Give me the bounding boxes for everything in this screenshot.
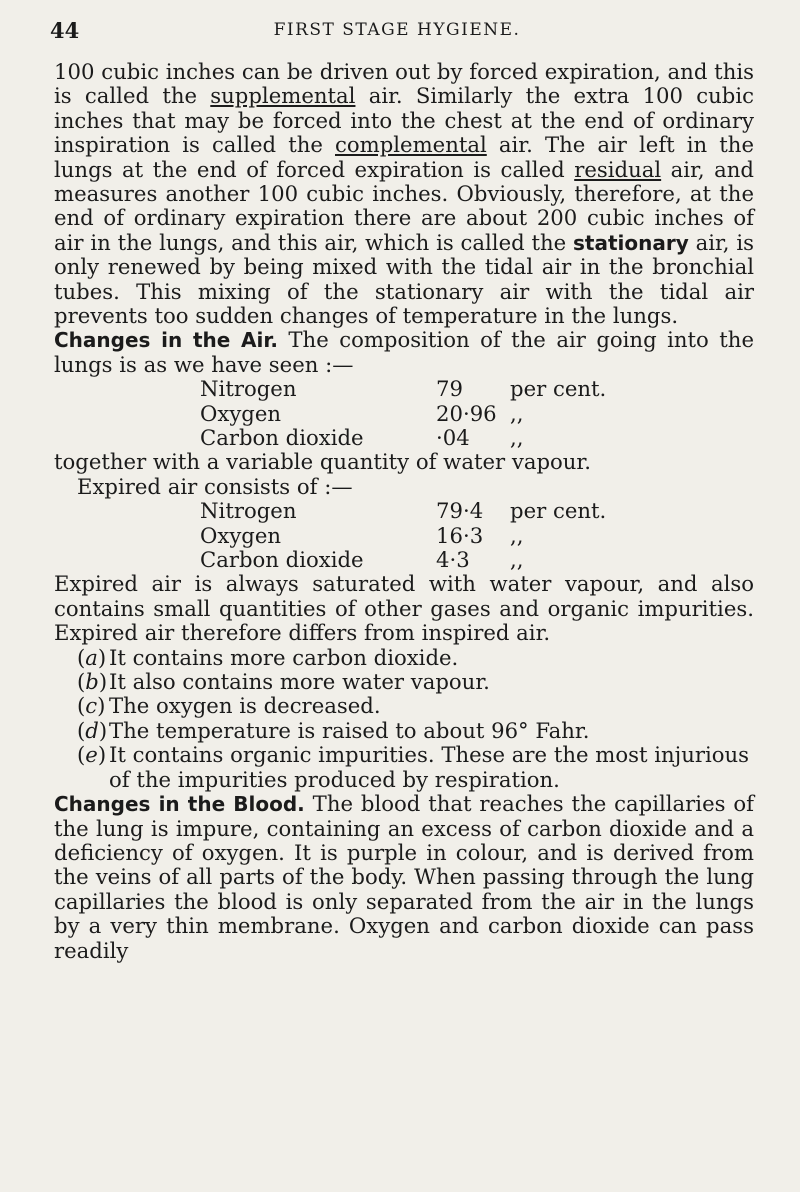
list-marker: (c): [77, 693, 106, 719]
paragraph-changes-in-blood: [54, 792, 754, 963]
gas-value: 16·3: [436, 522, 484, 548]
table-row: [200, 426, 754, 450]
list-item: [54, 694, 754, 718]
paragraph-changes-in-air: [54, 328, 754, 377]
gas-name: Nitrogen: [200, 498, 297, 524]
gas-name: Carbon dioxide: [200, 547, 364, 573]
gas-value: 4·3: [436, 547, 470, 573]
list-item-text: The temperature is raised to about 96° Fahr.: [109, 717, 590, 743]
expired-intro: Expired air consists of :—: [77, 473, 353, 499]
text-span: The blood that reaches the capillaries of the lung is impure, containing an excess of carbon dioxide and a deficiency of oxygen. It is purple in colour, and is derived from the veins of all parts of the body. When passing through the lung capillaries the blood is only separated from the air in the lungs by a very thin membrane. Oxygen and carbon dioxide can pass readily: [54, 791, 754, 963]
table-row: [200, 499, 754, 523]
text-span: air. The air left in the lungs at the end of forced expiration is called: [54, 132, 754, 182]
gas-value: ·04: [436, 425, 470, 451]
text-span: The composition of the air going into the lungs is as we have seen :—: [54, 327, 754, 377]
gas-unit: ,,: [510, 425, 524, 451]
gas-unit: per cent.: [510, 376, 607, 402]
table-row: [200, 524, 754, 548]
list-marker: (d): [77, 717, 108, 743]
water-vapour-line: together with a variable quantity of water vapour.: [54, 449, 591, 475]
list-marker: (b): [77, 669, 108, 695]
page-number: 44: [50, 18, 80, 43]
gas-unit: ,,: [510, 547, 524, 573]
section-heading-air: Changes in the Air.: [54, 328, 278, 353]
list-marker: (a): [77, 644, 107, 670]
running-head: [50, 18, 744, 52]
gas-name: Nitrogen: [200, 376, 297, 402]
header-title: FIRST STAGE HYGIENE.: [273, 20, 521, 40]
list-item: [54, 719, 754, 743]
expired-air-table: [200, 499, 754, 572]
paragraph-residual-air: [54, 60, 754, 328]
list-marker: (e): [77, 742, 107, 768]
table-row: [200, 377, 754, 401]
saturation-paragraph: Expired air is always saturated with water vapour, and also contains small quantities of other gases and organic impurities. Expired air therefore differs from inspired air.: [54, 571, 754, 646]
list-item: [54, 670, 754, 694]
gas-name: Carbon dioxide: [200, 425, 364, 451]
list-item: [54, 743, 754, 792]
gas-value: 79·4: [436, 498, 484, 524]
gas-name: Oxygen: [200, 522, 282, 548]
text-span: air. Similarly the extra 100 cubic inches that may be forced into the chest at the end of ordinary inspiration is called the: [54, 83, 754, 158]
gas-value: 79: [436, 376, 463, 402]
text-span: air, and measures another 100 cubic inches. Obviously, therefore, at the end of ordinary expiration there are about 200 cubic inches of air in the lungs, and this air, which is called the: [54, 156, 754, 255]
gas-unit: ,,: [510, 400, 524, 426]
differences-list: [54, 646, 754, 792]
gas-value: 20·96: [436, 400, 497, 426]
gas-unit: ,,: [510, 522, 524, 548]
term-complemental: complemental: [335, 132, 487, 158]
gas-name: Oxygen: [200, 400, 282, 426]
list-item-text: The oxygen is decreased.: [109, 693, 381, 719]
list-item: [54, 646, 754, 670]
term-residual: residual: [574, 156, 662, 182]
list-item-text: It contains organic impurities. These are the most injurious of the impurities produced by respiration.: [109, 742, 750, 792]
list-item-text: It also contains more water vapour.: [109, 669, 490, 695]
table-row: [200, 402, 754, 426]
text-span: air, is only renewed by being mixed with the tidal air in the bronchial tubes. This mixing of the stationary air with the tidal air prevents too sudden changes of temperature in the lungs.: [54, 229, 755, 329]
body-text: [54, 60, 754, 963]
gas-unit: per cent.: [510, 498, 607, 524]
inspired-air-table: [200, 377, 754, 450]
term-stationary: stationary: [573, 230, 689, 255]
list-item-text: It contains more carbon dioxide.: [109, 644, 459, 670]
term-supplemental: supplemental: [210, 83, 356, 109]
section-heading-blood: Changes in the Blood.: [54, 792, 305, 817]
table-row: [200, 548, 754, 572]
text-span: 100 cubic inches can be driven out by forced expiration, and this is called the: [54, 59, 754, 109]
